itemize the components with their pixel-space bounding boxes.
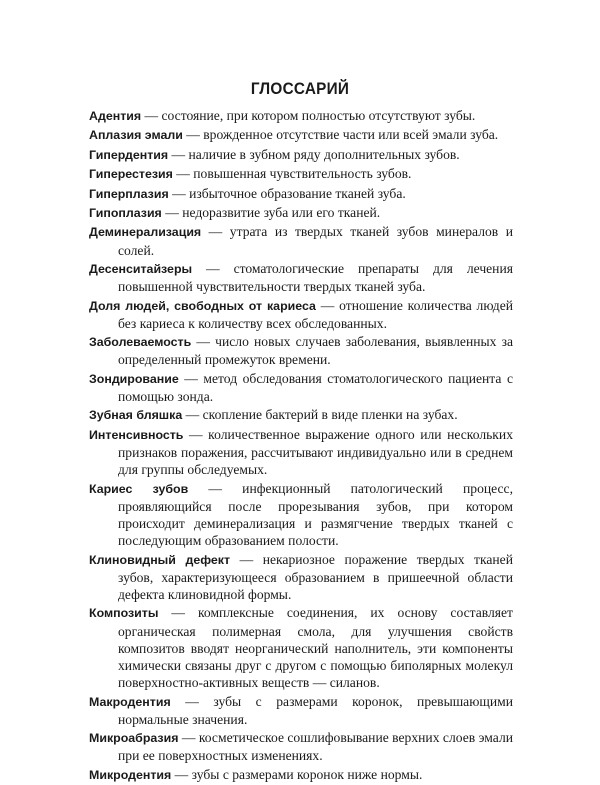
glossary-definition: — количественное выражение одного или нескольких признаков поражения, рассчитывают индивидуально или в среднем для группы обследуемых. [118, 426, 513, 478]
glossary-definition: — врожденное отсутствие части или всей эмали зуба. [182, 127, 499, 143]
glossary-entry [89, 406, 513, 424]
glossary-term: Гипоплазия [89, 205, 162, 220]
glossary-entry [89, 604, 513, 691]
page-title: ГЛОССАРИЙ [250, 79, 350, 98]
glossary-definition: — избыточное образование тканей зуба. [168, 185, 406, 201]
glossary-term: Клиновидный дефект [89, 552, 231, 567]
glossary-term: Микроабразия [89, 731, 179, 746]
glossary-definition: — число новых случаев заболевания, выявленных за определенный промежуток времени. [118, 334, 513, 368]
glossary-entry [89, 551, 513, 604]
glossary-term: Кариес зубов [89, 481, 189, 496]
glossary-term: Заболеваемость [89, 335, 192, 350]
glossary-term: Гиперестезия [89, 167, 173, 182]
glossary-term: Зондирование [89, 371, 179, 386]
glossary-definition: — косметическое сошлифовывание верхних слоев эмали при ее поверхностных изменениях. [118, 730, 513, 764]
glossary-term: Композиты [89, 606, 159, 621]
glossary-term: Микродентия [89, 767, 172, 782]
glossary-term: Аплазия эмали [89, 128, 183, 143]
glossary-definition: — повышенная чувствительность зубов. [172, 166, 412, 182]
glossary-entry [89, 165, 513, 183]
glossary-term: Макродентия [89, 694, 171, 709]
glossary-definition: — утрата из твердых тканей зубов минералов и солей. [118, 224, 513, 258]
glossary-definition: — отношение количества людей без кариеса к количеству всех обследованных. [118, 297, 514, 331]
glossary-entry [89, 693, 513, 728]
glossary-term: Десенситайзеры [89, 261, 193, 276]
glossary-entry [89, 260, 513, 295]
glossary-entry [89, 766, 513, 784]
glossary-entry [89, 204, 513, 222]
glossary-definition: — комплексные соединения, их основу составляет органическая полимерная смола, для улучшения свойств композитов вводят неорганический наполнитель, эти компоненты химически связаны друг с другом с помощью биполярных молекул поверхностно-активных веществ — силанов. [118, 605, 513, 691]
glossary-term: Гипердентия [89, 147, 169, 162]
glossary-entry [89, 297, 513, 332]
glossary-definition: — метод обследования стоматологического пациента с помощью зонда. [118, 370, 513, 404]
glossary-definition: — зубы с размерами коронок ниже нормы. [171, 766, 423, 782]
glossary-entry [89, 146, 513, 164]
glossary-definition: — некариозное поражение твердых тканей зубов, характеризующееся образованием в пришеечной области дефекта клиновидной формы. [118, 551, 513, 602]
glossary-term: Гиперплазия [89, 186, 169, 201]
glossary-entry [89, 107, 513, 125]
glossary-list [89, 107, 513, 785]
glossary-entry [89, 185, 513, 203]
glossary-definition: — состояние, при котором полностью отсутствуют зубы. [141, 108, 476, 123]
glossary-entry [89, 333, 513, 368]
glossary-term: Зубная бляшка [89, 408, 183, 423]
glossary-entry [89, 126, 513, 144]
glossary-definition: — наличие в зубном ряду дополнительных зубов. [168, 146, 460, 162]
glossary-entry [89, 370, 513, 405]
glossary-definition: — зубы с размерами коронок, превышающими нормальные значения. [118, 693, 513, 727]
glossary-definition: — недоразвитие зуба или его тканей. [161, 204, 381, 220]
glossary-term: Адентия [89, 109, 142, 123]
glossary-definition: — стоматологические препараты для лечения повышенной чувствительности твердых тканей зуба. [118, 260, 513, 295]
glossary-definition: — скопление бактерий в виде пленки на зубах. [182, 407, 458, 423]
glossary-definition: — инфекционный патологический процесс, проявляющийся после прорезывания зубов, при котором происходит деминерализация и размягчение твердых тканей с последующим образованием полости. [118, 480, 513, 549]
glossary-entry [89, 729, 513, 764]
glossary-entry [89, 223, 513, 258]
glossary-entry [89, 426, 513, 479]
glossary-term: Доля людей, свободных от кариеса [89, 298, 316, 313]
glossary-entry [89, 480, 513, 550]
glossary-term: Деминерализация [89, 225, 202, 240]
glossary-term: Интенсивность [89, 427, 184, 442]
